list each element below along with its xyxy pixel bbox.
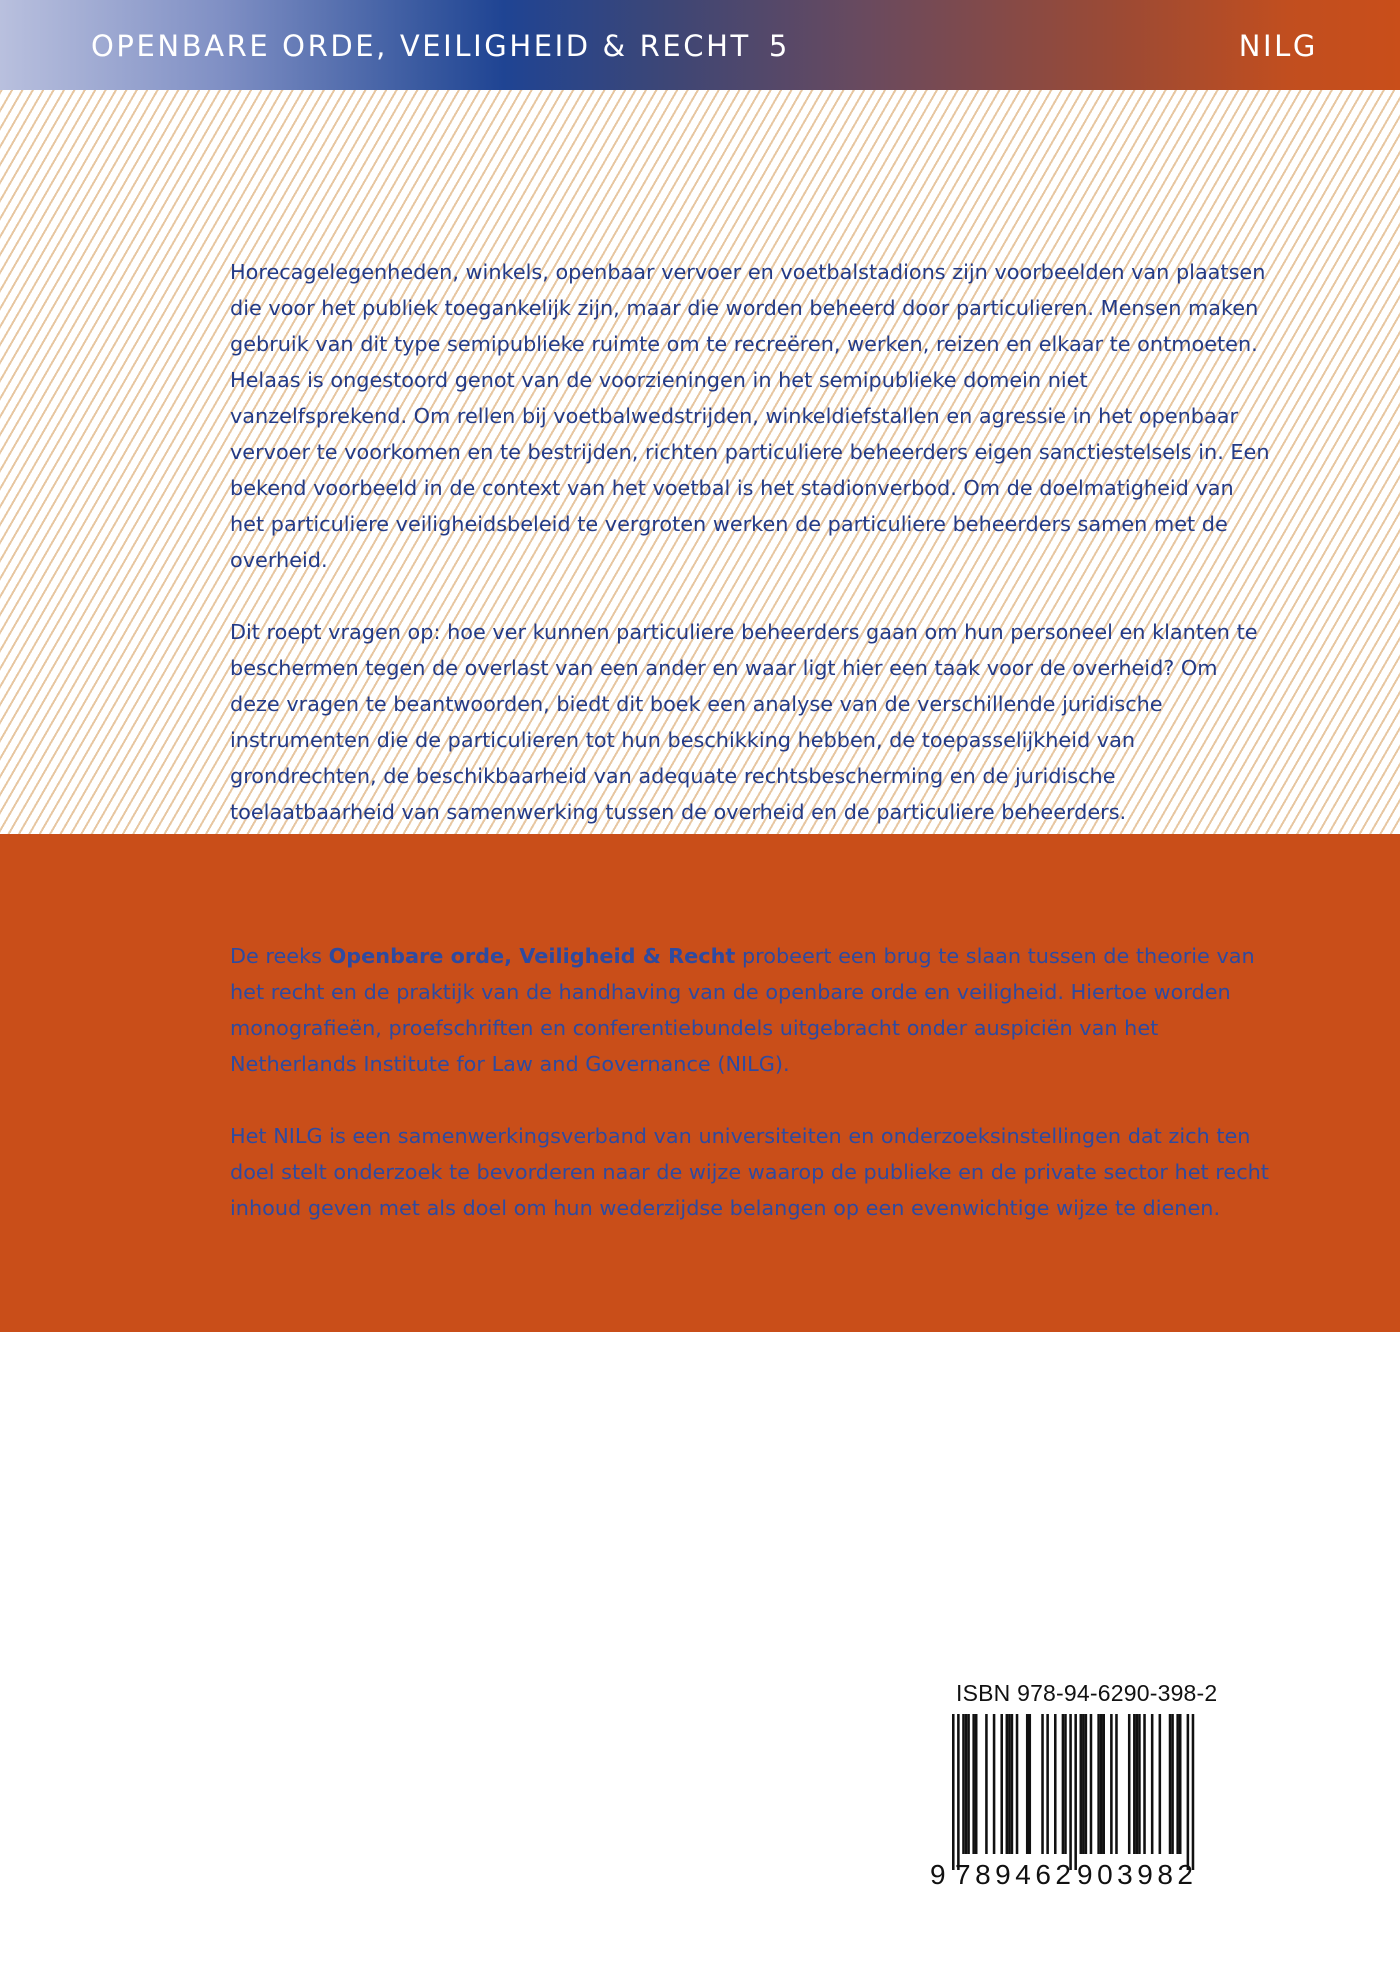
barcode-bar [1143,1714,1146,1854]
barcode-bars [952,1714,1194,1870]
barcode-bar [1171,1714,1174,1854]
barcode-bar [1097,1714,1100,1854]
barcode-bar [1187,1714,1190,1870]
barcode-bar [1074,1714,1077,1870]
series-title-text: OPENBARE ORDE, VEILIGHEID & RECHT [91,29,751,63]
barcode-bar [972,1714,975,1854]
barcode-bar [1046,1714,1049,1854]
barcode-bar [1054,1714,1057,1854]
blurb-panel [0,90,1400,834]
series-intro-after: probeert een brug te slaan tussen de theorie van het recht en de praktijk van de handhaving van de openbare orde en veiligheid. Hiertoe worden monografieën, proefschriften en conferentiebundels uitgebracht onder auspiciën van het Netherlands Institute for Law and Governance (NILG). [230,944,1255,1076]
barcode-bar [1041,1714,1044,1854]
barcode-bar [1133,1714,1136,1854]
barcode-bar [1082,1714,1085,1854]
barcode-bar [952,1714,955,1870]
barcode-bar [1069,1714,1072,1870]
barcode-bar [975,1714,978,1854]
series-info-paragraph-2: Het NILG is een samenwerkingsverband van universiteiten en onderzoeksinstellingen dat zich ten doel stelt onderzoek te bevorderen naar de wijze waarop de publieke en de private sector het recht inhoud geven met als doel om hun wederzijdse belangen op een evenwichtige wijze te dienen. [230,1124,1269,1220]
barcode-bar [1102,1714,1105,1854]
barcode-bar [993,1714,996,1854]
barcode-bar [1159,1714,1162,1854]
barcode-bar [1169,1714,1172,1854]
barcode-bar [1176,1714,1179,1854]
barcode-bar [1115,1714,1118,1854]
series-intro-before: De reeks [230,944,329,968]
barcode-bar [1080,1714,1083,1854]
barcode-bar [1110,1714,1113,1854]
barcode-bar [1016,1714,1019,1854]
barcode-bar [1085,1714,1088,1854]
barcode-bar [1026,1714,1029,1854]
series-name-bold: Openbare orde, Veiligheid & Recht [328,944,736,968]
series-description [230,938,1270,1262]
barcode-bar [967,1714,970,1854]
barcode-bar [1062,1714,1065,1854]
series-title [91,26,790,66]
barcode-bar [1006,1714,1009,1854]
publisher-mark: NILG [1238,29,1318,63]
barcode-bar [1192,1714,1195,1870]
barcode-bar [1136,1714,1139,1854]
barcode-right-digits: 903982 [1077,1859,1193,1890]
barcode-bar [1128,1714,1131,1854]
barcode-bar [1011,1714,1014,1854]
barcode-bar [1151,1714,1154,1854]
barcode-bar [1100,1714,1103,1854]
barcode-bar [1029,1714,1032,1854]
barcode-first-digit: 9 [930,1859,946,1890]
series-info-paragraph-1 [230,938,1270,1082]
volume-number: 5 [768,29,790,63]
book-blurb [230,254,1270,866]
barcode-bar [1000,1714,1003,1854]
isbn-barcode [926,1674,1226,1894]
barcode-bar [962,1714,965,1854]
barcode-left-digits: 789462 [955,1859,1071,1890]
barcode-bar [1064,1714,1067,1854]
barcode-bar [965,1714,968,1854]
barcode-bar [1138,1714,1141,1854]
isbn-label: ISBN 978-94-6290-398-2 [956,1680,1218,1706]
barcode-bar [1090,1714,1093,1854]
barcode-bar [985,1714,988,1854]
blurb-paragraph-2: Dit roept vragen op: hoe ver kunnen particuliere beheerders gaan om hun personeel en klanten te beschermen tegen de overlast van een ander en waar ligt hier een taak voor de overheid? Om deze vragen te beantwoorden, biedt dit boek een analyse van de verschillende juridische instrumenten die de particulieren tot hun beschikking hebben, de toepasselijkheid van grondrechten, de beschikbaarheid van adequate rechtsbescherming en de juridische toelaatbaarheid van samenwerking tussen de overheid en de particuliere beheerders. [230,620,1258,824]
barcode-bar [957,1714,960,1870]
barcode-bar [1008,1714,1011,1854]
series-info-panel [0,834,1400,1332]
barcode-bar [1179,1714,1182,1854]
series-header-band [0,0,1400,90]
barcode-graphic [926,1674,1226,1894]
blurb-paragraph-1: Horecagelegenheden, winkels, openbaar vervoer en voetbalstadions zijn voorbeelden van plaatsen die voor het publiek toegankelijk zijn, maar die worden beheerd door particulieren. Mensen maken gebruik van dit type semipublieke ruimte om te recreëren, werken, reizen en elkaar te ontmoeten. Helaas is ongestoord genot van de voorzieningen in het semipublieke domein niet vanzelfsprekend. Om rellen bij voetbalwedstrijden, winkeldiefstallen en agressie in het openbaar vervoer te voorkomen en te bestrijden, richten particuliere beheerders eigen sanctiestelsels in. Een bekend voorbeeld in de context van het voetbal is het stadionverbod. Om de doelmatigheid van het particuliere veiligheidsbeleid te vergroten werken de particuliere beheerders samen met de overheid. [230,260,1270,572]
